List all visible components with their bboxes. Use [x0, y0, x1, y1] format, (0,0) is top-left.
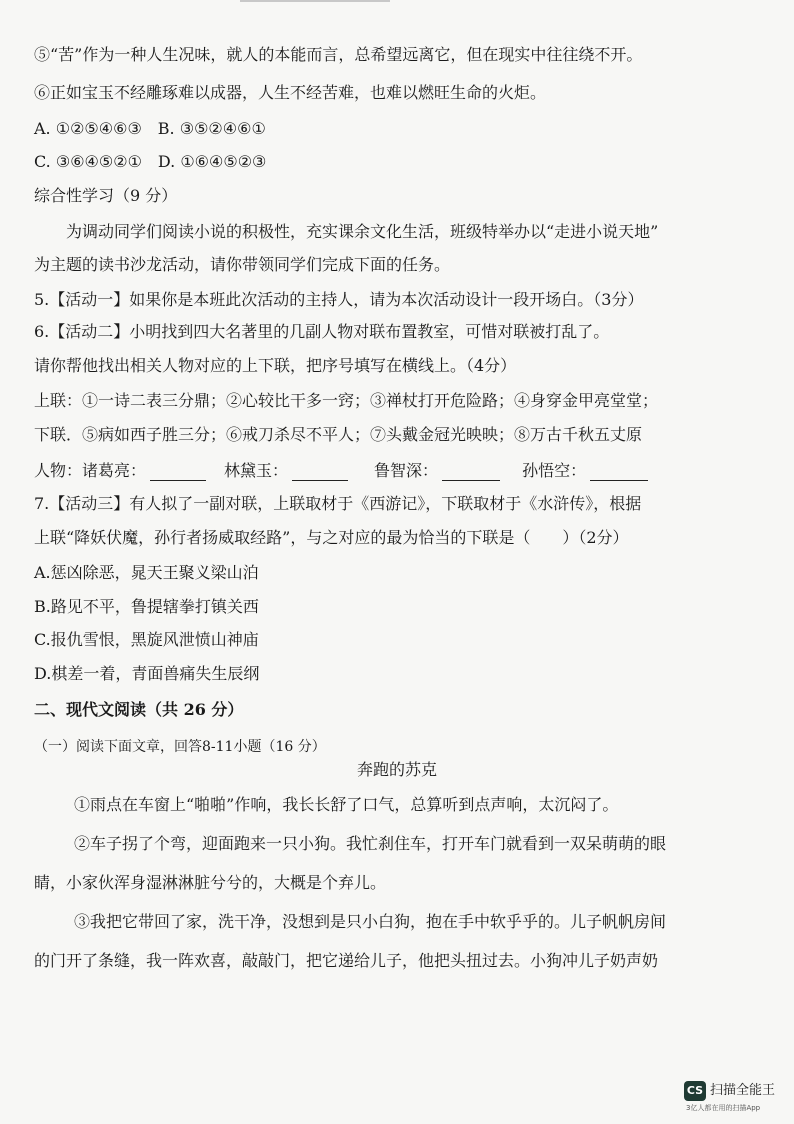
question-7-line-2: 上联“降妖伏魔，孙行者扬威取经路”，与之对应的最为恰当的下联是（ ）（2分） — [34, 528, 629, 547]
article-paragraph-1: ①雨点在车窗上“啪啪”作响，我长长舒了口气，总算听到点声响，太沉闷了。 — [74, 795, 619, 814]
question-5: 5.【活动一】如果你是本班此次活动的主持人，请为本次活动设计一段开场白。（3分） — [34, 290, 644, 309]
person-name: 诸葛亮： — [82, 461, 147, 480]
scanner-app-slogan: 3亿人都在用的扫描App — [686, 1104, 761, 1112]
article-title: 奔跑的苏克 — [356, 760, 437, 779]
sentence-6: ⑥正如宝玉不经雕琢难以成器，人生不经苦难，也难以燃旺生命的火炬。 — [34, 83, 547, 102]
answer-blank[interactable] — [150, 464, 206, 481]
option-c-d: C. ③⑥④⑤②① D. ①⑥④⑤②③ — [34, 152, 267, 171]
people-label: 人物： — [34, 461, 83, 480]
option-a-b: A. ①②⑤④⑥③ B. ③⑤②④⑥① — [34, 119, 266, 138]
person-name: 孙悟空： — [522, 461, 587, 480]
intro-paragraph-line-2: 为主题的读书沙龙活动，请你带领同学们完成下面的任务。 — [34, 255, 451, 274]
q7-option-c: C.报仇雪恨，黑旋风泄愤山神庙 — [34, 630, 259, 649]
reading-instruction: （一）阅读下面文章，回答8-11小题（16 分） — [34, 739, 326, 755]
q7-option-d: D.棋差一着，青面兽痛失生辰纲 — [34, 664, 260, 683]
section-heading-comprehensive: 综合性学习（9 分） — [34, 186, 178, 205]
sentence-5: ⑤“苦”作为一种人生况味，就人的本能而言，总希望远离它，但在现实中往往绕不开。 — [34, 45, 643, 64]
lower-couplets: 下联．⑤病如西子胜三分；⑥戒刀杀尽不平人；⑦头戴金冠光映映；⑧万古千秋五丈原 — [34, 425, 643, 444]
question-6-line-2: 请你帮他找出相关人物对应的上下联，把序号填写在横线上。（4分） — [34, 356, 517, 375]
answer-blank[interactable] — [292, 464, 348, 481]
question-6-line-1: 6.【活动二】小明找到四大名著里的几副人物对联布置教室，可惜对联被打乱了。 — [34, 322, 610, 341]
upper-couplets: 上联：①一诗二表三分鼎；②心较比干多一窍；③禅杖打开危险路；④身穿金甲亮堂堂； — [34, 391, 659, 410]
answer-blank[interactable] — [442, 464, 500, 481]
article-paragraph-2-line-1: ②车子拐了个弯，迎面跑来一只小狗。我忙刹住车，打开车门就看到一双呆萌萌的眼 — [74, 834, 667, 853]
article-paragraph-3-line-2: 的门开了条缝，我一阵欢喜，敲敲门，把它递给儿子，他把头扭过去。小狗冲儿子奶声奶 — [34, 951, 659, 970]
section-heading-modern-reading: 二、现代文阅读（共 26 分） — [34, 700, 244, 719]
question-7-line-1: 7.【活动三】有人拟了一副对联，上联取材于《西游记》，下联取材于《水浒传》，根据 — [34, 494, 642, 513]
intro-paragraph-line-1: 为调动同学们阅读小说的积极性，充实课余文化生活，班级特举办以“走进小说天地” — [66, 222, 659, 241]
person-name: 林黛玉： — [224, 461, 289, 480]
answer-blank[interactable] — [590, 464, 648, 481]
scanner-watermark — [684, 1079, 794, 1119]
people-answer-row — [34, 461, 652, 481]
person-name: 鲁智深： — [374, 461, 439, 480]
q7-option-a: A.惩凶除恶，晁天王聚义梁山泊 — [34, 563, 259, 582]
article-paragraph-2-line-2: 睛，小家伙浑身湿淋淋脏兮兮的，大概是个弃儿。 — [34, 873, 387, 892]
scan-edge-mark — [240, 0, 390, 2]
cs-logo-icon: CS — [684, 1081, 706, 1101]
q7-option-b: B.路见不平，鲁提辖拳打镇关西 — [34, 597, 259, 616]
scanner-app-name: 扫描全能王 — [710, 1083, 776, 1098]
article-paragraph-3-line-1: ③我把它带回了家，洗干净，没想到是只小白狗，抱在手中软乎乎的。儿子帆帆房间 — [74, 912, 667, 931]
